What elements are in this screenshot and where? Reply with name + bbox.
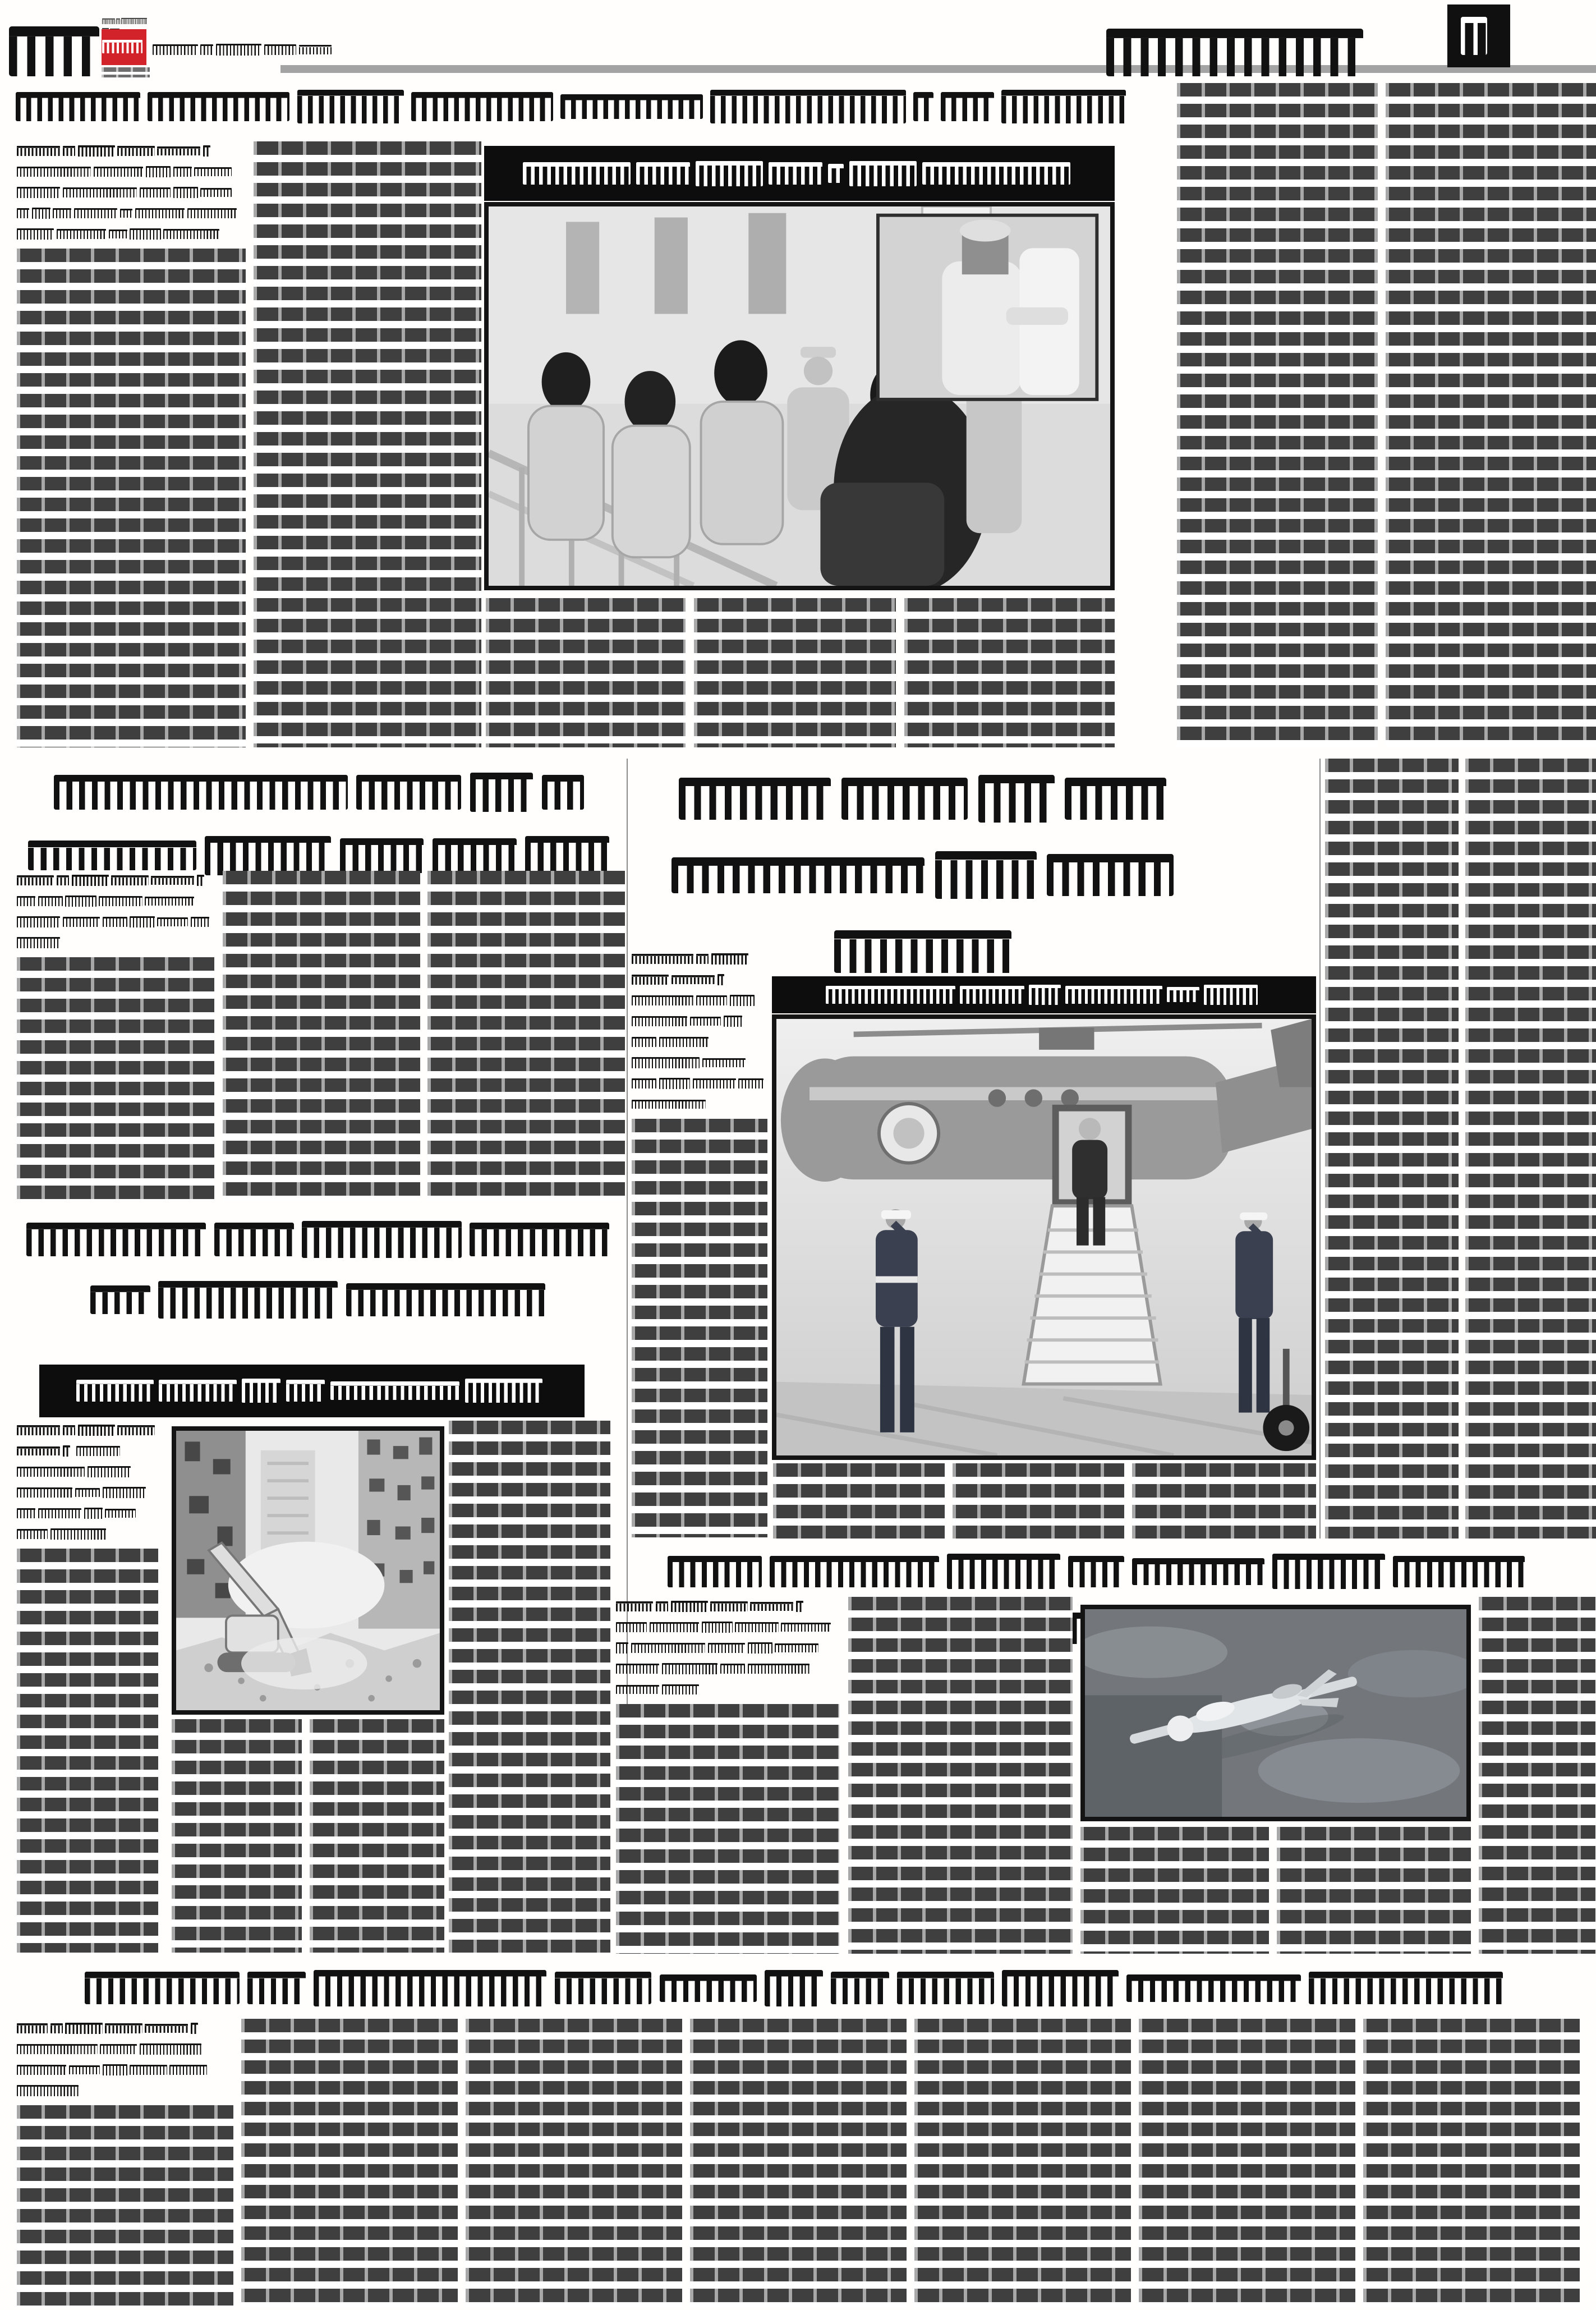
helicopter-arrival-photo-art xyxy=(776,1019,1312,1455)
vance-column-right-1 xyxy=(1325,759,1459,1539)
masthead-contact-lines xyxy=(102,67,150,77)
lebanon-lede xyxy=(17,1421,158,1545)
page-number-box xyxy=(1447,4,1510,67)
lebanon-lead-text xyxy=(17,1444,149,1542)
lebanon-subcolumn-2 xyxy=(310,1719,444,1953)
drone-subcolumn-2 xyxy=(1277,1827,1471,1954)
lebanon-subhead xyxy=(76,1371,548,1411)
fuel-lede xyxy=(17,2019,233,2102)
nashik-column-2 xyxy=(254,141,481,747)
vance-column-1 xyxy=(632,949,767,1537)
drone-column-2 xyxy=(848,1597,1073,1954)
fuel-lead-text xyxy=(17,2042,209,2098)
destroyed-building-photo-art xyxy=(176,1431,440,1710)
vance-caption-bar xyxy=(772,976,1316,1013)
surveillance-drone-photo-art xyxy=(1085,1609,1466,1817)
supercomputer-lede xyxy=(17,871,214,954)
newspaper-logo xyxy=(9,6,104,70)
brand-box xyxy=(102,29,146,65)
fuel-column-4 xyxy=(690,2019,907,2308)
vance-subcolumn-1 xyxy=(773,1463,945,1539)
fuel-column-2 xyxy=(241,2019,458,2308)
body-text-block xyxy=(17,249,246,747)
hooded-accused-photo-art xyxy=(489,206,1110,586)
brand-name xyxy=(102,35,146,59)
vance-headline xyxy=(643,761,1213,946)
lebanon-column-right xyxy=(449,1421,610,1953)
fuel-column-3 xyxy=(466,2019,682,2308)
nashik-lead-text xyxy=(17,165,239,242)
nashik-column-1 xyxy=(17,141,246,747)
fuel-column-6 xyxy=(1139,2019,1355,2308)
nashik-accused-escort-photo xyxy=(484,202,1115,590)
body-text-block xyxy=(632,1119,767,1537)
masthead-tagline xyxy=(102,17,153,28)
vance-lead-text xyxy=(632,994,766,1112)
vance-photo-caption xyxy=(826,979,1262,1011)
date-line xyxy=(153,40,343,64)
nashik-subcolumn-2 xyxy=(694,598,896,747)
lebanon-rubble-photo xyxy=(172,1426,444,1715)
drone-aerial-photo xyxy=(1080,1605,1471,1821)
drone-lead-text xyxy=(616,1620,833,1697)
vance-dateline xyxy=(632,952,751,988)
nashik-dateline xyxy=(17,144,213,159)
supercomputer-lead-text xyxy=(17,894,212,950)
drone-headline xyxy=(618,1543,1582,1592)
supercomputer-column-3 xyxy=(427,871,625,1201)
vance-subcolumn-2 xyxy=(953,1463,1124,1539)
body-text-block xyxy=(17,1549,158,1953)
fuel-headline xyxy=(27,1958,1569,2012)
column-rule-center-right xyxy=(1319,759,1321,1539)
nashik-caption-bar xyxy=(484,146,1115,201)
drone-dateline xyxy=(616,1600,806,1614)
body-text-block xyxy=(17,2105,233,2308)
page-number xyxy=(1461,1,1497,71)
nashik-photo-caption xyxy=(523,153,1076,194)
lebanon-subhead-bar xyxy=(39,1365,585,1417)
fuel-column-5 xyxy=(914,2019,1131,2308)
drone-lede xyxy=(616,1597,839,1701)
vance-lede xyxy=(632,949,767,1115)
fuel-column-1 xyxy=(17,2019,233,2308)
nashik-column-right-2 xyxy=(1386,83,1596,747)
nashik-headline xyxy=(16,80,1171,139)
nashik-column-right-1 xyxy=(1177,83,1378,747)
lebanon-column-1 xyxy=(17,1421,158,1953)
body-text-block xyxy=(616,1704,839,1954)
vance-subcolumn-3 xyxy=(1132,1463,1316,1539)
lebanon-subcolumn-1 xyxy=(172,1719,302,1953)
drone-column-1 xyxy=(616,1597,839,1954)
nashik-subcolumn-1 xyxy=(486,598,686,747)
vance-column-right-2 xyxy=(1465,759,1596,1539)
lebanon-headline xyxy=(20,1210,624,1362)
body-text-block xyxy=(17,957,214,1201)
section-title xyxy=(1106,9,1443,67)
drone-column-right xyxy=(1479,1597,1595,1954)
supercomputer-column-2 xyxy=(223,871,420,1201)
nashik-lede xyxy=(17,141,246,245)
nashik-subcolumn-3 xyxy=(904,598,1115,747)
fuel-dateline xyxy=(17,2022,200,2036)
vance-marine-one-photo xyxy=(772,1014,1316,1460)
drone-subcolumn-1 xyxy=(1080,1827,1269,1954)
supercomputer-dateline xyxy=(17,874,206,888)
supercomputer-column-1 xyxy=(17,871,214,1201)
supercomputer-headline xyxy=(21,761,625,867)
fuel-column-7 xyxy=(1363,2019,1580,2308)
